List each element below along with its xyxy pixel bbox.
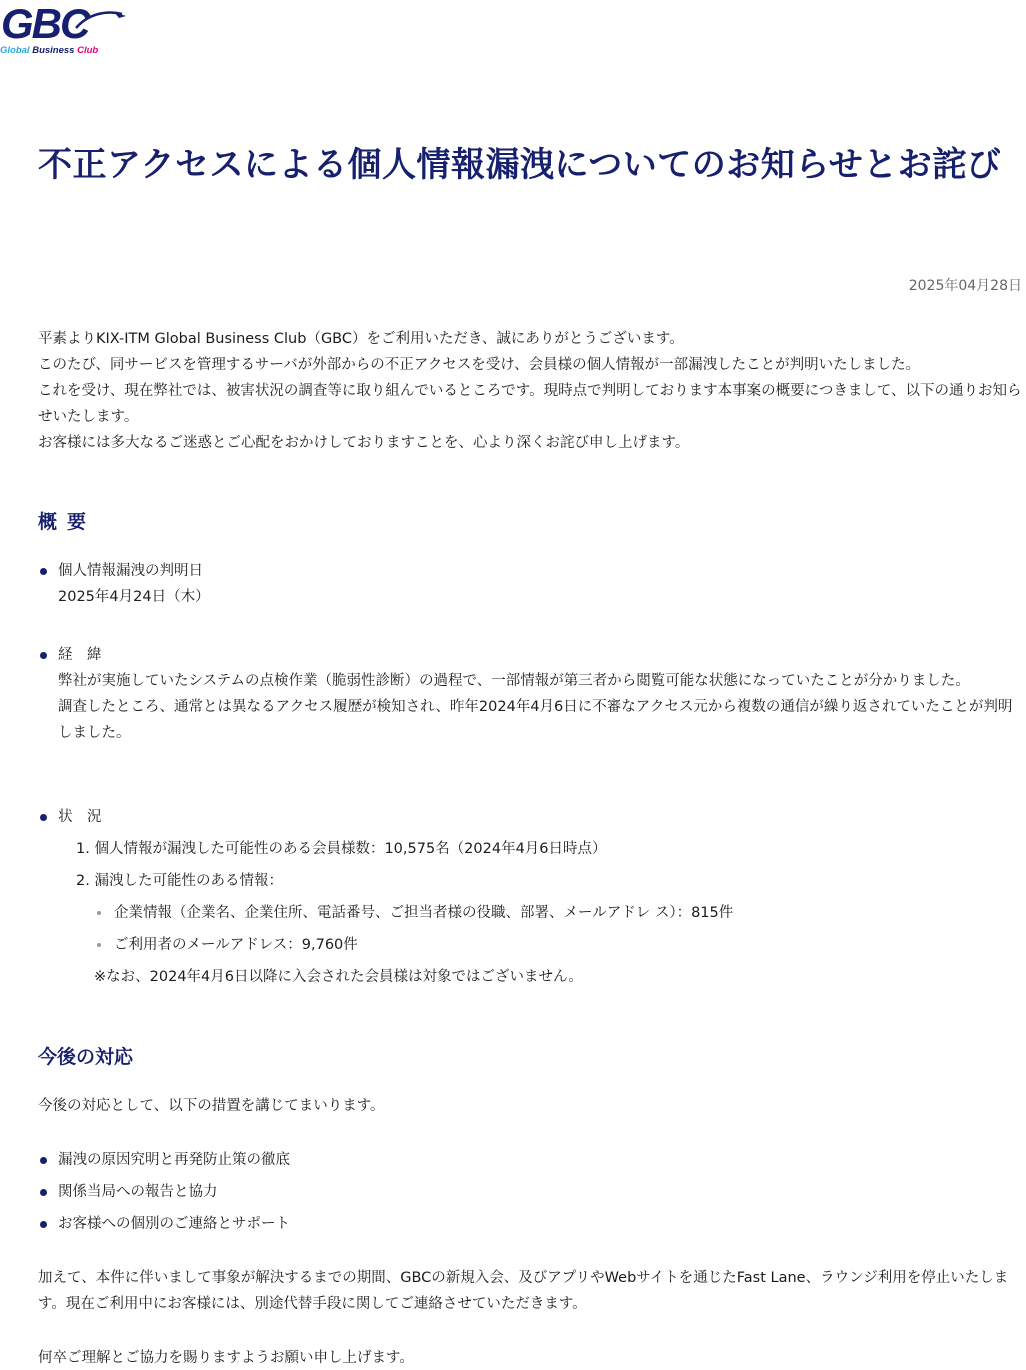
bullet-dot	[40, 1221, 47, 1228]
measure-item: お客様への個別のご連絡とサポート	[58, 1216, 290, 1232]
publish-date: 2025年04月28日	[908, 278, 1022, 294]
status-list-item: 2. 漏洩した可能性のある情報：	[76, 873, 283, 889]
bullet-dot	[40, 1157, 47, 1164]
bullet-dot	[40, 814, 47, 821]
sub-bullet-dot	[97, 943, 101, 947]
overview-heading: 概要	[38, 511, 97, 533]
intro-line: このたび、同サービスを管理するサーバが外部からの不正アクセスを受け、会員様の個人情報が一部漏洩したことが判明いたしました。	[38, 357, 921, 373]
background-item	[58, 642, 1023, 746]
logo-mark: GBC	[1, 0, 89, 47]
future-intro: 今後の対応として、以下の措置を講じてまいります。	[38, 1098, 385, 1114]
intro-line: お客様には多大なるご迷惑とご心配をおかけしておりますことを、心より深くお詫び申し上げます。	[38, 435, 690, 451]
background-text: 弊社が実施していたシステムの点検作業（脆弱性診断）の過程で、一部情報が第三者から閲覧可能な状態になっていたことが分かりました。	[58, 673, 970, 689]
measure-item: 漏洩の原因究明と再発防止策の徹底	[58, 1152, 290, 1168]
page-title: 不正アクセスによる個人情報漏洩についてのお知らせとお詫び	[38, 145, 1002, 185]
intro-paragraph	[38, 326, 1023, 456]
intro-line: これを受け、現在弊社では、被害状況の調査等に取り組んでいるところです。現時点で判明しております本事案の概要につきまして、以下の通りお知らせいたします。	[38, 383, 1022, 425]
measure-item: 関係当局への報告と協力	[58, 1184, 218, 1200]
logo-subtitle: Global Business Club	[0, 45, 99, 56]
bullet-dot	[40, 652, 47, 659]
airplane-swoosh-icon	[72, 6, 128, 32]
bullet-dot	[40, 1189, 47, 1196]
background-text: 調査したところ、通常とは異なるアクセス履歴が検知され、昨年2024年4月6日に不審なアクセス元から複数の通信が繰り返されていたことが判明しました。	[58, 699, 1013, 741]
discovery-label: 個人情報漏洩の判明日	[58, 563, 203, 579]
gbc-logo[interactable]	[0, 2, 130, 56]
additional-paragraph: 加えて、本件に伴いまして事象が解決するまでの期間、GBCの新規入会、及びアプリやWebサイトを通じたFast Lane、ラウンジ利用を停止いたします。現在ご利用中にお客様には、別途代替手段に関してご連絡させていただきます。	[38, 1270, 1009, 1312]
leaked-info-item: ご利用者のメールアドレス：9,760件	[114, 937, 358, 953]
status-label: 状 況	[58, 809, 102, 825]
discovery-item	[58, 558, 1023, 610]
discovery-value: 2025年4月24日（木）	[58, 589, 210, 605]
intro-line: 平素よりKIX-ITM Global Business Club（GBC）をご利用いただき、誠にありがとうございます。	[38, 331, 684, 347]
status-list-item: 1. 個人情報が漏洩した可能性のある会員様数：10,575名（2024年4月6日時点）	[76, 841, 607, 857]
status-note: ※なお、2024年4月6日以降に入会された会員様は対象ではございません。	[94, 969, 583, 985]
sub-bullet-dot	[97, 911, 101, 915]
closing-paragraph: 何卒ご理解とご協力を賜りますようお願い申し上げます。	[38, 1350, 414, 1366]
future-heading: 今後の対応	[38, 1046, 134, 1068]
background-label: 経 緯	[58, 647, 102, 663]
bullet-dot	[40, 568, 47, 575]
leaked-info-item: 企業情報（企業名、企業住所、電話番号、ご担当者様の役職、部署、メールアドレ ス）：815件	[114, 905, 734, 921]
